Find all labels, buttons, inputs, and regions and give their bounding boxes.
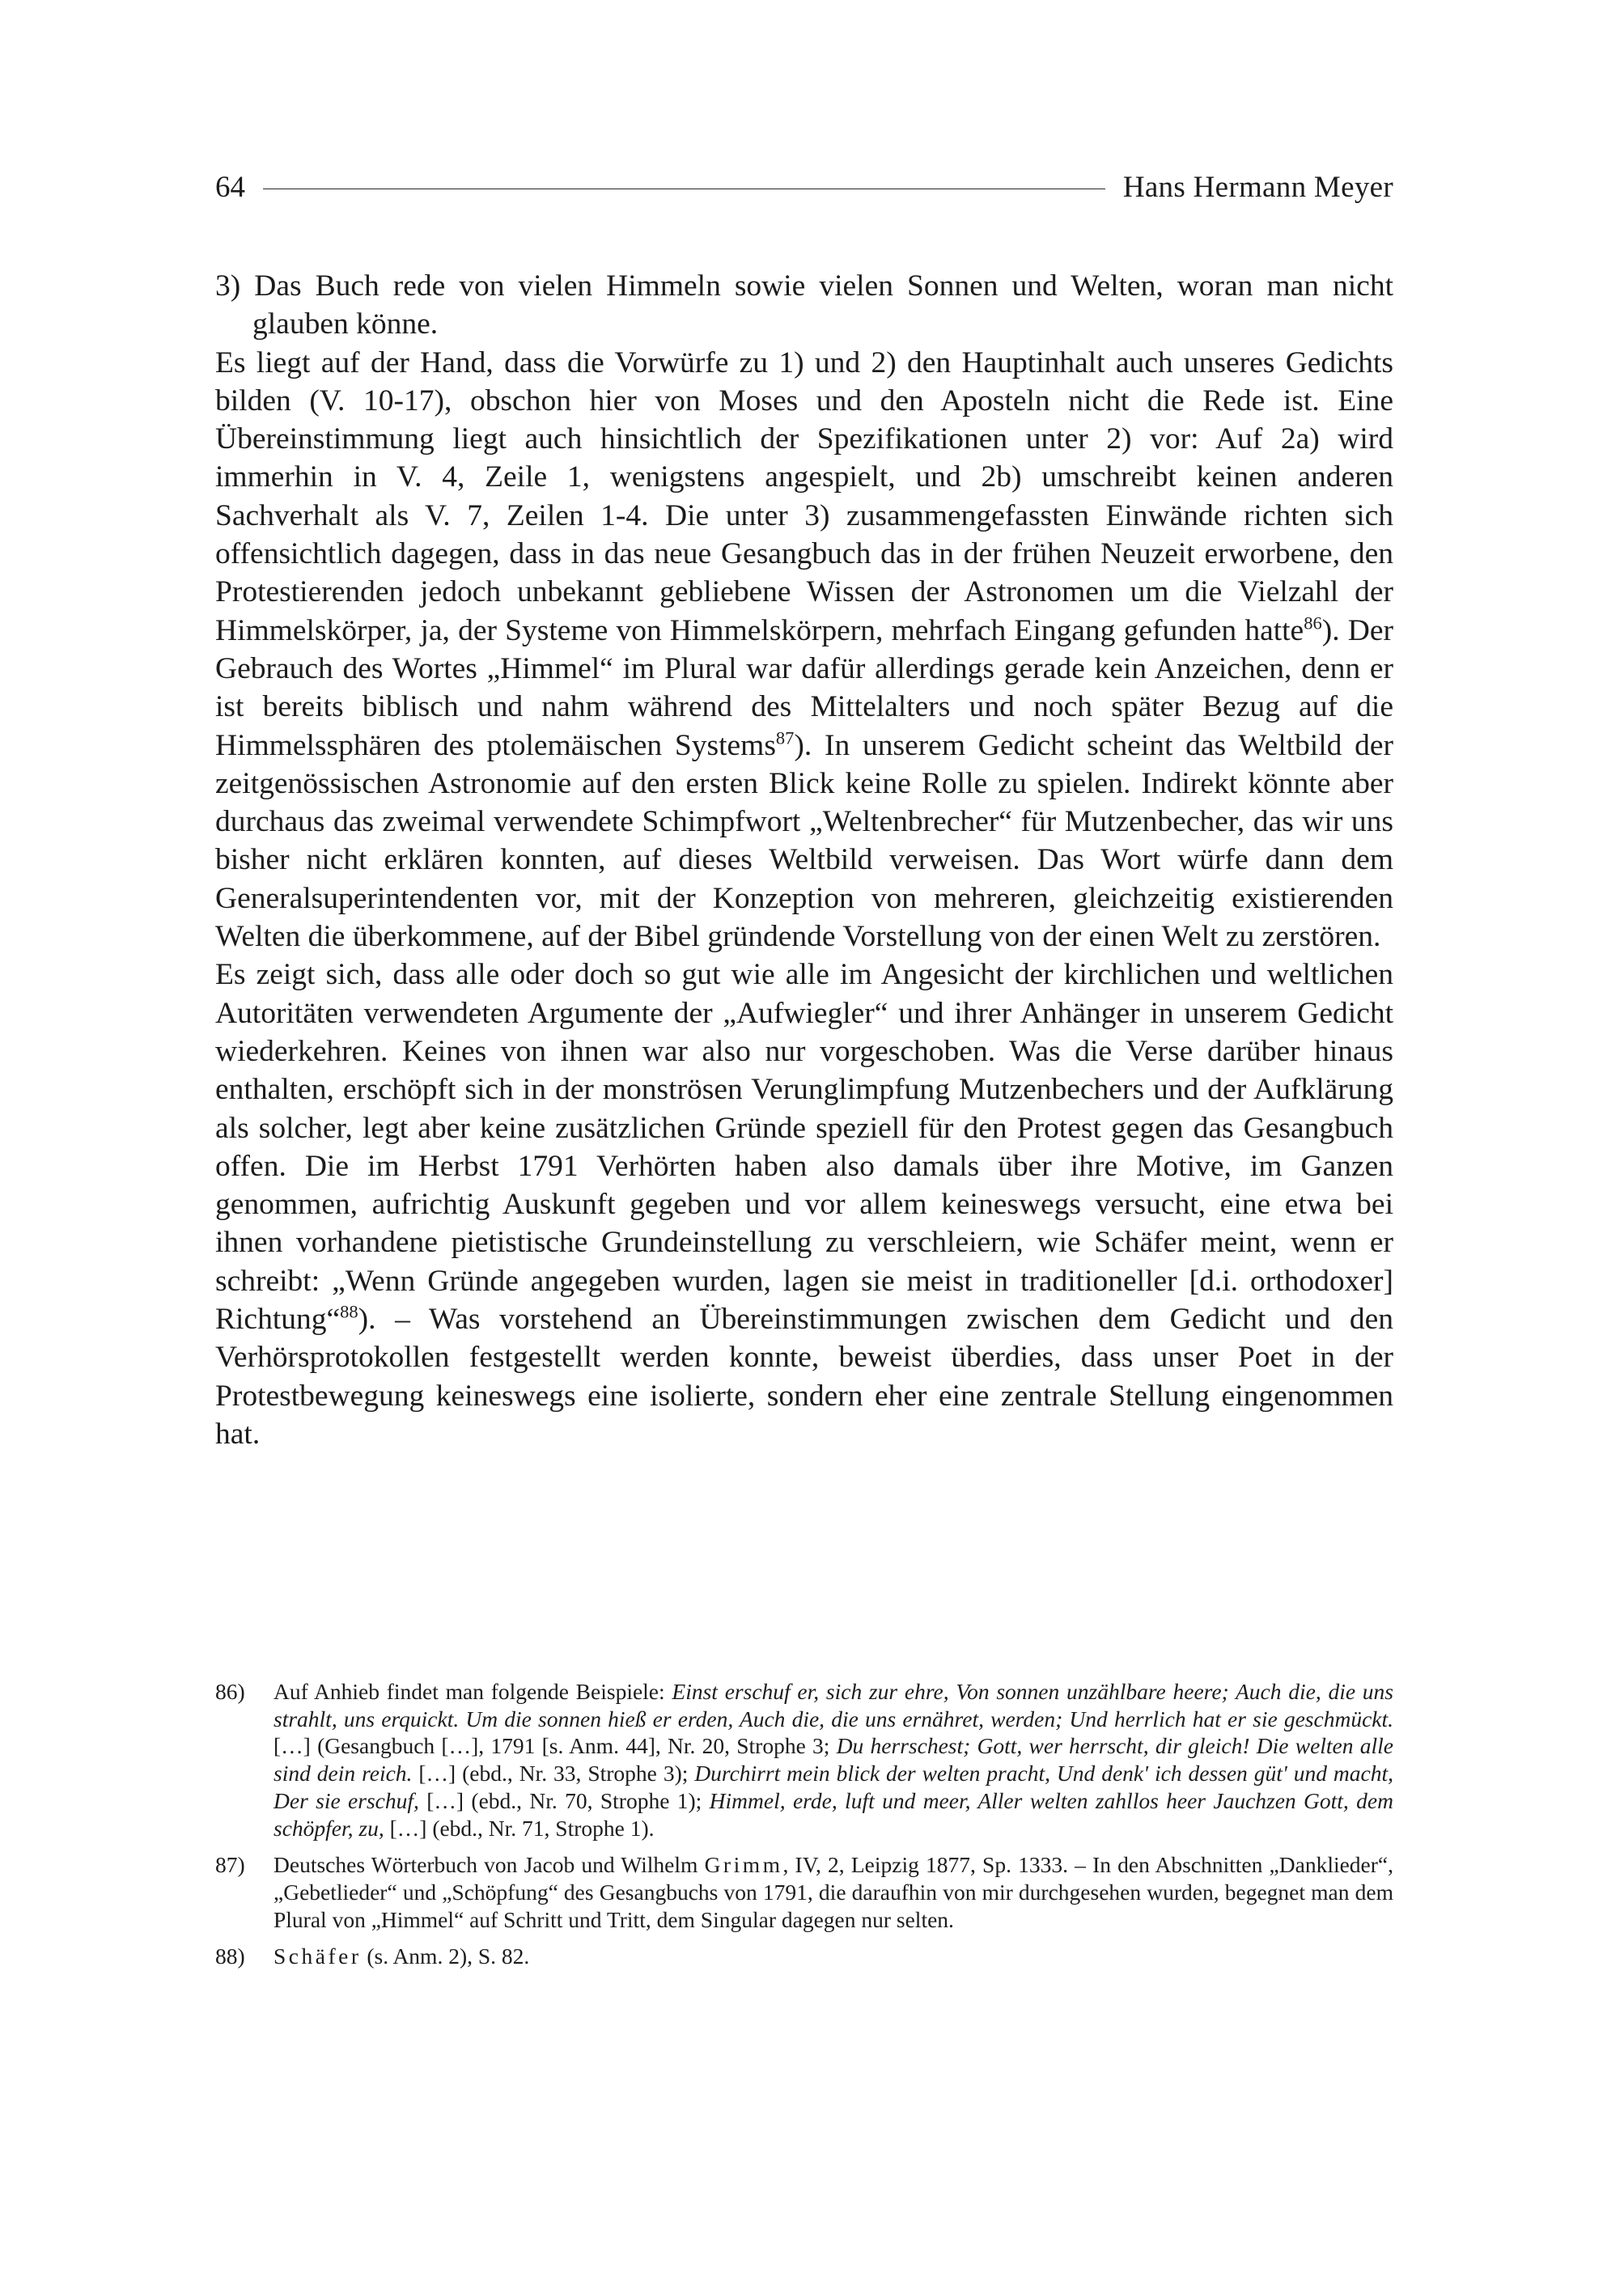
footnote-text-part: (s. Anm. 2), S. 82. bbox=[361, 1943, 530, 1969]
footnote-quote: Durchirrt mein blick der welten pracht, Und denk' ich dessen güt' und macht, Der sie erschuf, bbox=[273, 1761, 1393, 1813]
footnote-author-name: Schäfer bbox=[273, 1943, 362, 1969]
footnotes bbox=[215, 1678, 1393, 1970]
paragraph-1-text-a: Es liegt auf der Hand, dass die Vorwürfe zu 1) und 2) den Hauptinhalt auch unseres Gedichts bilden (V. 10-17), obschon hier von Moses und den Aposteln nicht die Rede ist. Eine Übereinstimmung liegt auch hinsichtlich der Spezifikationen unter 2) vor: Auf 2a) wird immerhin in V. 4, Zeile 1, wenigstens angespielt, und 2b) umschreibt keinen anderen Sachverhalt als V. 7, Zeilen 1-4. Die unter 3) zusammengefassten Einwände richten sich offensichtlich dagegen, dass in das neue Gesangbuch das in der frühen Neuzeit erworbene, den Protestierenden jedoch unbekannt gebliebene Wissen der Astronomen um die Vielzahl der Himmelskörper, ja, der Systeme von Himmelskörpern, mehrfach Eingang gefunden hatte bbox=[215, 345, 1393, 647]
footnote-86 bbox=[215, 1678, 1393, 1842]
footnote-87 bbox=[215, 1851, 1393, 1933]
footnote-number: 86) bbox=[215, 1679, 245, 1704]
footnote-text bbox=[273, 1851, 1393, 1933]
footnote-text-part: Deutsches Wörterbuch von Jacob und Wilhelm bbox=[273, 1852, 705, 1878]
paragraph-1 bbox=[215, 344, 1393, 956]
footnote-text-part: , IV, 2, Leipzig 1877, Sp. 1333. – In den Abschnitten „Danklieder“, „Gebetlieder“ und „Schöpfung“ des Gesangbuchs von 1791, die daraufhin von mir durchgesehen wurden, begegnet man dem Plural von „Himmel“ auf Schritt und Tritt, dem Singular dagegen nur selten. bbox=[273, 1852, 1393, 1932]
paragraph-2 bbox=[215, 956, 1393, 1453]
footnote-text-part: […] (ebd., Nr. 33, Strophe 3); bbox=[412, 1761, 695, 1787]
footnote-ref-86: 86 bbox=[1304, 612, 1322, 634]
page-header bbox=[215, 167, 1393, 207]
paragraph-1-text-b: ). Der Gebrauch des Wortes „Himmel“ im Plural war dafür allerdings gerade kein Anzeichen, denn er ist bereits biblisch und nahm während des Mittelalters und noch später Bezug auf die Himmelssphären des ptolemäischen Systems bbox=[215, 613, 1394, 762]
footnote-text-part: […] (ebd., Nr. 71, Strophe 1). bbox=[384, 1815, 655, 1841]
footnote-ref-88: 88 bbox=[340, 1301, 358, 1322]
paragraph-2-text-a: Es zeigt sich, dass alle oder doch so gut wie alle im Angesicht der kirchlichen und weltlichen Autoritäten verwendeten Argumente der „Aufwiegler“ und ihrer Anhänger in unserem Gedicht wiederkehren. Keines von ihnen war also nur vorgeschoben. Was die Verse darüber hinaus enthalten, erschöpft sich in der monströsen Verunglimpfung Mutzenbechers und der Aufklärung als solcher, legt aber keine zusätzlichen Gründe speziell für den Protest gegen das Gesangbuch offen. Die im Herbst 1791 Verhörten haben also damals über ihre Motive, im Ganzen genommen, aufrichtig Auskunft gegeben und vor allem keineswegs versucht, eine etwa bei ihnen vorhandene pietistische Grundeinstellung zu verschleiern, wie Schäfer meint, wenn er schreibt: „Wenn Gründe angegeben wurden, lagen sie meist in traditioneller [d.i. orthodoxer] Richtung“ bbox=[215, 958, 1393, 1337]
footnote-ref-87: 87 bbox=[775, 727, 795, 748]
footnote-quote: Himmel, erde, luft und meer, Aller welten zahllos heer Jauchzen Gott, dem schöpfer, zu, bbox=[273, 1787, 1393, 1841]
footnote-88 bbox=[215, 1943, 1393, 1970]
page-number: 64 bbox=[215, 170, 245, 204]
footnote-text-part: Auf Anhieb findet man folgende Beispiele: bbox=[273, 1679, 672, 1704]
body-text bbox=[215, 267, 1393, 1453]
paragraph-1-text-c: ). In unserem Gedicht scheint das Weltbild der zeitgenössischen Astronomie auf den ersten Blick keine Rolle zu spielen. Indirekt könnte aber durchaus das zweimal verwendete Schimpfwort „Weltenbrecher“ für Mutzenbecher, das wir uns bisher nicht erklären konnten, auf dieses Weltbild verweisen. Das Wort würfe dann dem Generalsuperintendenten vor, mit der Konzeption von mehreren, gleichzeitig existierenden Welten die überkommene, auf der Bibel gründende Vorstellung von der einen Welt zu zerstören. bbox=[215, 728, 1393, 954]
running-head: Hans Hermann Meyer bbox=[1122, 170, 1393, 204]
footnote-quote: Einst erschuf er, sich zur ehre, Von sonnen unzählbare heere; Auch die, die uns strahlt, uns erquickt. Um die sonnen hieß er erden, Auch die, die uns ernähret, werden; Und herrlich hat er sie geschmückt. bbox=[273, 1679, 1393, 1731]
footnote-text-part: […] (ebd., Nr. 70, Strophe 1); bbox=[418, 1787, 710, 1813]
footnote-text bbox=[273, 1678, 1393, 1842]
paragraph-2-text-b: ). – Was vorstehend an Übereinstimmungen zwischen dem Gedicht und den Verhörsprotokollen festgestellt werden konnte, beweist überdies, dass unser Poet in der Protestbewegung keineswegs eine isolierte, sondern eher eine zentrale Stellung eingenommen hat. bbox=[215, 1303, 1393, 1451]
footnote-text-part: […] (Gesangbuch […], 1791 [s. Anm. 44], Nr. 20, Strophe 3; bbox=[273, 1733, 837, 1759]
footnote-quote: Du herrschest; Gott, wer herrscht, dir gleich! Die welten alle sind dein reich. bbox=[273, 1733, 1394, 1787]
footnote-author-name: Grimm bbox=[704, 1852, 783, 1878]
footnote-number: 88) bbox=[215, 1943, 245, 1969]
list-item-3: 3) Das Buch rede von vielen Himmeln sowie vielen Sonnen und Welten, woran man nicht glauben könne. bbox=[215, 269, 1393, 341]
footnote-number: 87) bbox=[215, 1852, 245, 1878]
footnote-text bbox=[273, 1943, 1393, 1970]
